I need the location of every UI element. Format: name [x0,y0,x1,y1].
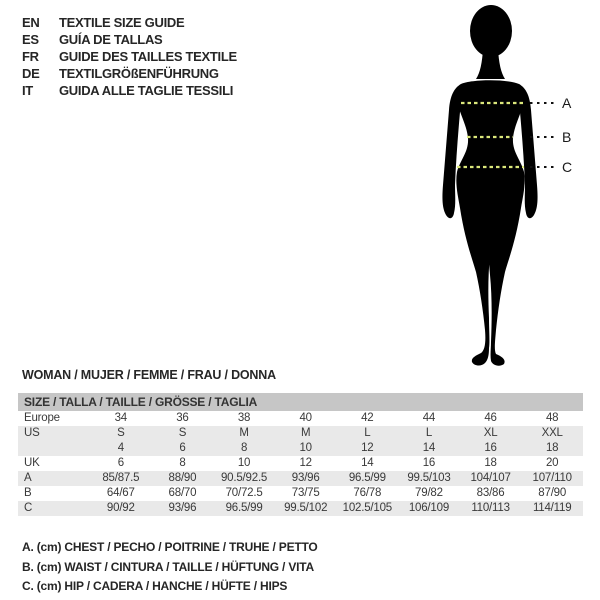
size-cell: 18 [484,457,497,469]
size-cell: 73/75 [291,487,320,499]
size-cell: 104/107 [470,472,511,484]
size-cell: 4 [117,442,124,454]
language-code: ES [22,32,39,47]
language-title: TEXTILGRÖßENFÜHRUNG [59,66,219,81]
size-cell: 16 [484,442,497,454]
size-cell: 93/96 [291,472,320,484]
size-cell: 79/82 [415,487,443,499]
size-cell: XL [483,427,498,439]
size-cell: 48 [545,412,559,424]
size-table-row-us-numeric [18,441,583,456]
size-cell: 18 [545,442,559,454]
row-label: B [24,487,32,499]
size-cell: 96.5/99 [348,472,386,484]
size-cell: 90.5/92.5 [220,472,268,484]
size-cell: 88/90 [168,472,197,484]
size-cell: 44 [422,412,436,424]
size-cell: 70/72.5 [225,487,263,499]
size-cell: 6 [179,442,186,454]
size-cell: 40 [299,412,312,424]
language-title: GUIDE DES TAILLES TEXTILE [59,49,237,64]
size-cell: 110/113 [471,502,510,514]
size-cell: 102.5/105 [342,502,392,514]
legend-line: C. (cm) HIP / CADERA / HANCHE / HÜFTE / HIPS [22,579,288,594]
size-table-row-b [18,486,583,501]
size-cell: 87/90 [538,487,567,499]
size-cell: 90/92 [106,502,135,514]
size-cell: 8 [179,457,186,469]
size-cell: 99.5/103 [407,472,451,484]
size-cell: 14 [361,457,374,469]
size-cell: 10 [237,457,251,469]
size-cell: 85/87.5 [102,472,140,484]
size-cell: M [239,427,249,439]
size-cell: L [364,427,371,439]
language-title: GUÍA DE TALLAS [59,32,163,47]
size-cell: 83/86 [476,487,505,499]
size-table-header: SIZE / TALLA / TAILLE / GRÖSSE / TAGLIA [18,393,583,411]
size-cell: 114/119 [532,502,572,514]
marker-letter-b: B [562,129,572,145]
row-label: US [24,427,40,439]
size-cell: M [300,427,311,439]
size-cell: S [178,427,187,439]
measurement-figure [420,0,600,380]
row-label: Europe [24,412,60,424]
marker-letter-a: A [562,95,572,111]
language-title: TEXTILE SIZE GUIDE [59,15,185,30]
language-code: FR [22,49,39,64]
size-cell: 10 [299,442,312,454]
size-cell: 68/70 [168,487,197,499]
size-cell: 6 [117,457,124,469]
size-cell: 38 [237,412,251,424]
size-cell: 16 [422,457,436,469]
size-cell: 96.5/99 [225,502,263,514]
language-row [22,82,237,99]
size-cell: 8 [240,442,248,454]
language-title: GUIDA ALLE TAGLIE TESSILI [59,83,234,98]
size-cell: 12 [299,457,312,469]
row-label: UK [24,457,40,469]
size-cell: S [117,427,125,439]
size-cell: 12 [361,442,374,454]
size-cell: 106/109 [408,502,450,514]
size-table-row-uk [18,456,583,471]
size-table-body [18,411,583,516]
size-cell: 20 [545,457,559,469]
size-table-row-a [18,471,583,486]
size-cell: 99.5/102 [284,502,328,514]
legend-line: B. (cm) WAIST / CINTURA / TAILLE / HÜFTUNG / VITA [22,559,314,574]
size-cell: L [425,427,433,439]
size-cell: 36 [176,412,189,424]
row-label [18,441,90,456]
size-cell: 42 [361,412,374,424]
legend-line: A. (cm) CHEST / PECHO / POITRINE / TRUHE / PETTO [22,540,318,554]
row-label: A [24,472,32,484]
language-code: EN [22,15,40,30]
woman-silhouette [442,5,537,366]
language-title-block [22,14,237,99]
size-cell: XXL [541,427,563,439]
language-row [22,48,237,65]
size-table [18,393,583,516]
language-row [22,14,237,31]
marker-letter-c: C [562,159,573,175]
language-code: DE [22,66,40,81]
size-cell: 107/110 [532,472,572,484]
language-code: IT [22,83,33,98]
size-table-row-us [18,426,583,441]
row-label: C [24,502,33,514]
size-table-row-europe [18,411,583,426]
size-cell: 93/96 [168,502,197,514]
size-cell: 64/67 [106,487,135,499]
measurement-legend [22,538,318,597]
woman-section-heading: WOMAN / MUJER / FEMME / FRAU / DONNA [22,368,276,382]
size-cell: 14 [422,442,436,454]
size-table-row-c [18,501,583,516]
language-row [22,31,237,48]
language-row [22,65,237,82]
size-cell: 76/78 [353,487,382,499]
size-cell: 46 [484,412,497,424]
size-cell: 34 [114,412,128,424]
